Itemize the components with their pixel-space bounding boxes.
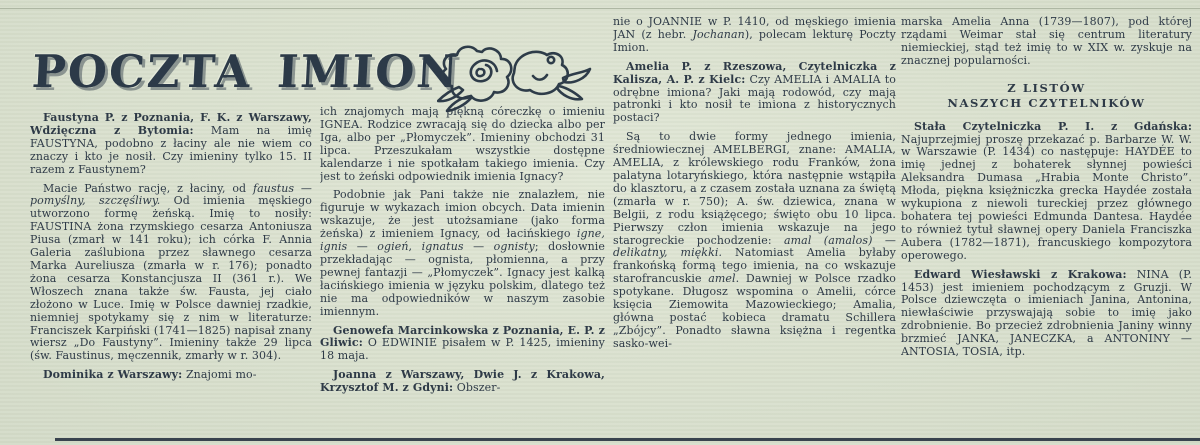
- body-text: Najuprzejmiej proszę przekazać p. Barbarze W. W. w Warszawie (P. 1434) co następuje: HAYDÉE to imię jednej z bohaterek słynnej powieści Aleksandra Dumasa „Hrabia Monte Christo”. Młoda, piękna księżniczka grecka Haydée została wykupiona z niewoli tureckiej przez głównego bohatera tej powieści Edmunda Dantesa. Haydée to również tytuł sławnej opery Daniela Franciszka Aubera (1782—1871), francuskiego kompozytora operowego.: [901, 132, 1192, 262]
- letter-writer-name: Amelia P. z Rzeszowa, Czytelniczka z Kalisza, A. P. z Kielc:: [613, 59, 896, 86]
- body-text: Czy AMELIA i AMALIA to odrębne imiona? Jaki mają rodowód, czy mają patronki i kto nosił te imiona z historycznych postaci?: [613, 72, 896, 125]
- body-text: nie o JOANNIE w P. 1410, od męskiego imienia JAN (z hebr.: [613, 16, 896, 41]
- body-text: —: [463, 240, 494, 254]
- letter-writer-name: Joanna z Warszawy, Dwie J. z Krakowa, Krzysztof M. z Gdyni:: [320, 368, 605, 395]
- paragraph: [613, 61, 896, 126]
- etymology-term: igne, ignis: [320, 227, 605, 254]
- text-column-3: [613, 16, 896, 440]
- body-text: Obszer-: [453, 381, 501, 395]
- body-text: O EDWINIE pisałem w P. 1425, imieniny 18 maja.: [320, 336, 605, 363]
- masthead: [32, 42, 592, 110]
- body-text: Podobnie jak Pani także nie znalazłem, nie figuruje w wykazach imion obcych. Data imienin wskazuje, że jest utożsamiane (jako forma żeńska) z imieniem Ignacy, od łacińskiego: [320, 188, 605, 241]
- paragraph: [320, 106, 605, 183]
- body-text: ), polecam lekturę Poczty Imion.: [613, 27, 896, 54]
- letter-writer-name: Genowefa Marcinkowska z Poznania, E. P. z Gliwic:: [320, 323, 605, 350]
- section-heading: Z LISTÓW NASZYCH CZYTELNIKÓW: [947, 80, 1146, 110]
- body-text: Znajomi mo-: [182, 368, 257, 382]
- paragraph: [30, 183, 312, 364]
- body-text: NINA (P. 1453) jest imieniem pochodzącym z Gruzji. W Polsce dziewczęta o imieniach Janina, Antonina, niewłaściwie przyswajają sobie to imię jako zdrobnienie. Bo przecież zdrobnienia Janiny winny brzmieć JANKA, JANECZKA, a ANTONINY — ANTOSIA, TOSIA, itp.: [901, 267, 1192, 359]
- body-text: . Dawniej w Polsce rzadko spotykane. Długosz wspomina o Amelii, córce księcia Ziemowita Mazowieckiego; Amalia, główna postać kobieca dramatu Schillera „Zbójcy”. Ponadto sławna księżna i regentka sasko-wei-: [613, 272, 896, 350]
- letter-writer-name: Stała Czytelniczka P. I. z Gdańska:: [914, 119, 1192, 133]
- paragraph: [320, 369, 605, 395]
- body-text: Od imienia męskiego utworzono formę żeńską. Imię to nosiły: FAUSTINA żona rzymskiego cesarza Antoniusza Piusa (zmarł w 141 roku); ich córka F. Annia Galeria zaślubiona przez sławnego cesarza Marka Aureliusza (zmarła w r. 176); ponadto żona cesarza Konstancjusza II (361 r.). We Włoszech znana także św. Fausta, jej ciało złożono w Luce. Imię w Polsce dawniej rzadkie, niemniej spotykamy się z nim w literaturze: Franciszek Karpiński (1741—1825) napisał znany wiersz „Do Faustyny”. Imieniny także 29 lipca (św. Faustinus, męczennik, zmarły w r. 304).: [30, 194, 312, 363]
- body-text: marska Amelia Anna (1739—1807), pod której rządami Weimar stał się centrum literatury niemieckiej, stąd też imię to w XIX w. zyskuje na znacznej popularności.: [901, 16, 1192, 67]
- top-divider: [0, 8, 1200, 9]
- etymology-term: amel: [708, 272, 736, 286]
- page-title: POCZTA IMION: [30, 45, 461, 98]
- rose-illustration-icon: [437, 38, 597, 116]
- paragraph: [30, 112, 312, 177]
- letter-writer-name: Faustyna P. z Poznania, F. K. z Warszawy, Wdzięczna z Bytomia:: [30, 112, 312, 137]
- body-text: Są to dwie formy jednego imienia, średniowiecznej AMELBERGI, znane: AMALIA, AMELIA, z królewskiego rodu Franków, żona palatyna lotaryńskiego, która następnie wstąpiła do klasztoru, a z czasem została uznana za świętą (zmarła w r. 750); A. św. dziewica, znana w Belgii, z rodu książęcego; święto obu 10 lipca. Pierwszy człon imienia wskazuje na jego starogreckie pochodzenie:: [613, 130, 896, 247]
- body-text: Mam na imię FAUSTYNA, podobno z łaciny ale nie wiem co znaczy i kto je nosił. Czy imieniny tylko 15. II razem z Faustynem?: [30, 123, 312, 176]
- body-text: Macie Państwo rację, z łaciny, od: [43, 181, 253, 195]
- body-text: Natomiast Amelia byłaby frankońską formą tego imienia, na co wskazuje starofrancuskie: [613, 246, 896, 286]
- paragraph: [901, 269, 1192, 359]
- etymology-term: faustus — pomyślny, szczęśliwy.: [30, 181, 312, 208]
- bottom-divider: [55, 438, 1200, 441]
- paragraph: [613, 131, 896, 350]
- letter-writer-name: Edward Wiesławski z Krakowa:: [914, 267, 1127, 281]
- text-column-2: [320, 106, 605, 440]
- paragraph: [30, 369, 312, 382]
- paragraph: [901, 16, 1192, 68]
- etymology-term: ognisty: [493, 240, 535, 254]
- etymology-term: ignatus: [421, 240, 464, 254]
- etymology-term: ogień: [377, 240, 409, 254]
- etymology-term: Jochanan: [692, 27, 745, 41]
- body-text: —: [347, 240, 378, 254]
- letter-writer-name: Dominika z Warszawy:: [43, 368, 183, 382]
- paragraph: [320, 325, 605, 364]
- body-text: ; dosłownie przekładając — ognista, płomienna, a przy pewnej fantazji — „Płomyczek”. Ignacy jest kalką łacińskiego imienia w języku polskim, dlatego też nie ma odpowiedników w naszym zasobie imiennym.: [320, 240, 605, 318]
- paragraph: [320, 189, 605, 318]
- text-column-4: [901, 16, 1192, 440]
- paragraph: [613, 16, 896, 55]
- paragraph: [901, 121, 1192, 263]
- text-column-1: [30, 112, 312, 440]
- body-text: ich znajomych mają piękną córeczkę o imieniu IGNEA. Rodzice zwracają się do dziecka albo per Iga, albo per „Płomyczek”. Imieniny obchodzi 31 lipca. Przeszukałam wszystkie dostępne kalendarze i nie spotkałam takiego imienia. Czy jest to żeński odpowiednik imienia Ignacy?: [320, 106, 605, 183]
- body-text: ,: [408, 240, 422, 254]
- etymology-term: amal (amalos) — delikatny, miękki.: [613, 233, 896, 260]
